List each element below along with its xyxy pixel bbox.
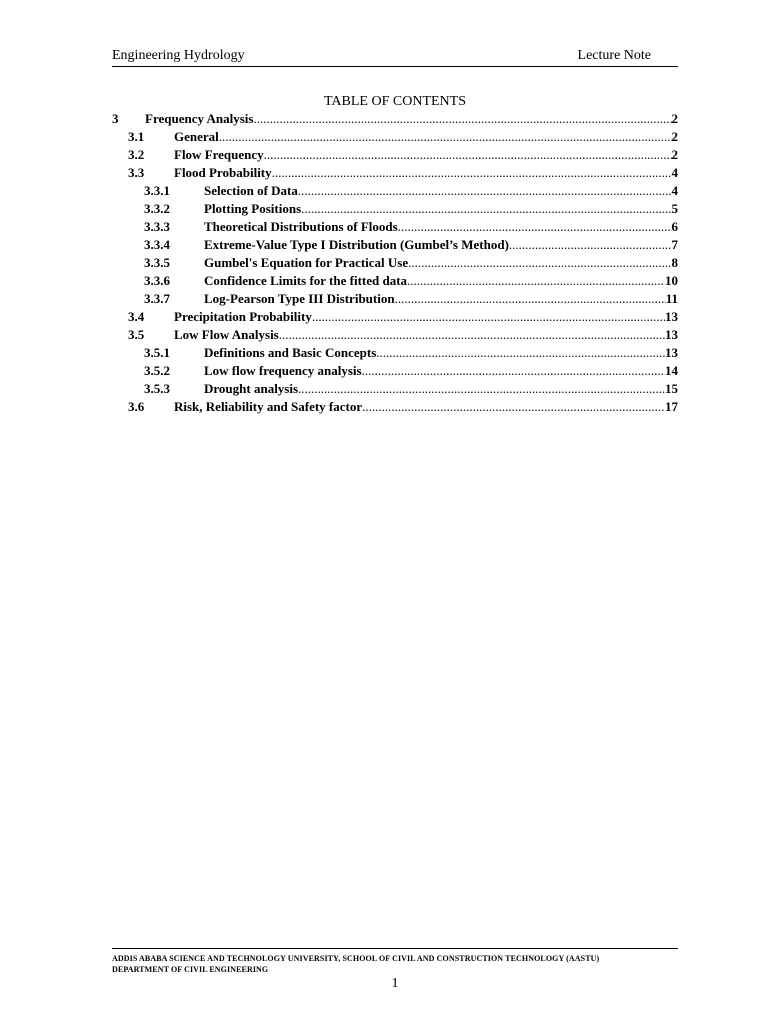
toc-entry-title: Confidence Limits for the fitted data: [204, 273, 408, 288]
toc-leader-dots: [272, 164, 672, 182]
toc-entry-number: 3.2: [128, 147, 145, 162]
toc-entry-title: Low Flow Analysis: [174, 327, 279, 342]
toc-entry-number: 3.3.2: [144, 201, 170, 216]
toc-entry-title: Precipitation Probability: [174, 309, 312, 324]
toc-entry-number: 3.1: [128, 129, 145, 144]
toc-entry-number: 3.3.3: [144, 219, 170, 234]
toc-leader-dots: [509, 236, 672, 254]
toc-entry-title: Theoretical Distributions of Floods: [204, 219, 398, 234]
toc-entry-page: 15: [665, 381, 678, 396]
toc-entry-number: 3: [112, 111, 119, 126]
toc-entry-3-5-1[interactable]: [112, 344, 678, 362]
toc-entry-number: 3.4: [128, 309, 145, 324]
toc-entry-title: Plotting Positions: [204, 201, 302, 216]
toc-entry-3-4[interactable]: [112, 308, 678, 326]
toc-leader-dots: [253, 110, 671, 128]
header-course-title: Engineering Hydrology: [112, 48, 245, 63]
toc-entry-page: 14: [665, 363, 678, 378]
toc-entry-page: 6: [671, 219, 678, 234]
toc-entry-page: 2: [671, 111, 678, 126]
toc-entry-page: 4: [671, 165, 678, 180]
toc-entry-page: 13: [665, 345, 678, 360]
toc-entry-number: 3.5.1: [144, 345, 170, 360]
toc-leader-dots: [398, 218, 672, 236]
toc-leader-dots: [408, 254, 671, 272]
toc-entry-3-3-2[interactable]: [112, 200, 678, 218]
toc-entry-3-3-4[interactable]: [112, 236, 678, 254]
toc-entry-page: 2: [671, 147, 678, 162]
footer-department: DEPARTMENT OF CIVIL ENGINEERING: [112, 965, 269, 974]
toc-entry-title: Frequency Analysis: [145, 111, 254, 126]
toc-entry-3-2[interactable]: [112, 146, 678, 164]
page-footer: [112, 953, 678, 975]
toc-entry-page: 5: [671, 201, 678, 216]
toc-leader-dots: [264, 146, 672, 164]
toc-entry-3-3-6[interactable]: [112, 272, 678, 290]
toc-entry-3[interactable]: [112, 110, 678, 128]
toc-entry-3-5-2[interactable]: [112, 362, 678, 380]
toc-entry-title: Drought analysis: [204, 381, 299, 396]
toc-entry-number: 3.3.5: [144, 255, 170, 270]
toc-entry-page: 13: [665, 309, 678, 324]
toc-entry-3-5-3[interactable]: [112, 380, 678, 398]
toc-entry-number: 3.5: [128, 327, 145, 342]
toc-entry-number: 3.3.1: [144, 183, 170, 198]
toc-entry-title: Gumbel's Equation for Practical Use: [204, 255, 409, 270]
toc-entry-number: 3.3.7: [144, 291, 170, 306]
toc-entry-number: 3.6: [128, 399, 145, 414]
toc-entry-3-1[interactable]: [112, 128, 678, 146]
toc-leader-dots: [376, 344, 665, 362]
footer-university: ADDIS ABABA SCIENCE AND TECHNOLOGY UNIVERSITY, SCHOOL OF CIVIL AND CONSTRUCTION TECHNOLOGY (AASTU): [112, 954, 600, 963]
toc-entry-number: 3.5.2: [144, 363, 170, 378]
page-number: 1: [391, 976, 399, 991]
toc-entry-page: 8: [671, 255, 678, 270]
toc-leader-dots: [219, 128, 672, 146]
toc-entry-3-3-5[interactable]: [112, 254, 678, 272]
toc-leader-dots: [301, 200, 671, 218]
toc-entry-title: Risk, Reliability and Safety factor: [174, 399, 363, 414]
toc-leader-dots: [407, 272, 665, 290]
toc-entry-3-3[interactable]: [112, 164, 678, 182]
table-of-contents: [112, 110, 678, 416]
toc-entry-page: 7: [671, 237, 678, 252]
toc-entry-title: Extreme-Value Type I Distribution (Gumbel’s Method): [204, 237, 509, 252]
toc-leader-dots: [362, 398, 665, 416]
toc-entry-page: 4: [671, 183, 678, 198]
toc-entry-number: 3.3.4: [144, 237, 170, 252]
toc-entry-title: Low flow frequency analysis: [204, 363, 362, 378]
toc-entry-3-5[interactable]: [112, 326, 678, 344]
toc-entry-number: 3.3: [128, 165, 145, 180]
footer-divider: [112, 948, 678, 949]
toc-entry-page: 10: [665, 273, 678, 288]
toc-entry-title: Flood Probability: [174, 165, 272, 180]
toc-leader-dots: [312, 308, 665, 326]
toc-leader-dots: [395, 290, 666, 308]
toc-entry-3-3-3[interactable]: [112, 218, 678, 236]
toc-leader-dots: [362, 362, 665, 380]
toc-entry-number: 3.5.3: [144, 381, 170, 396]
toc-entry-page: 13: [665, 327, 678, 342]
toc-entry-page: 11: [665, 291, 678, 306]
toc-entry-title: Definitions and Basic Concepts: [204, 345, 377, 360]
toc-entry-title: Log-Pearson Type III Distribution: [204, 291, 395, 306]
toc-entry-number: 3.3.6: [144, 273, 170, 288]
toc-entry-3-3-1[interactable]: [112, 182, 678, 200]
toc-heading: TABLE OF CONTENTS: [324, 94, 466, 109]
page-header: [112, 46, 678, 67]
toc-entry-title: Selection of Data: [204, 183, 298, 198]
toc-entry-title: Flow Frequency: [174, 147, 264, 162]
toc-entry-3-3-7[interactable]: [112, 290, 678, 308]
toc-entry-page: 17: [665, 399, 678, 414]
toc-leader-dots: [279, 326, 665, 344]
toc-leader-dots: [298, 182, 672, 200]
header-document-type: Lecture Note: [577, 48, 651, 63]
toc-leader-dots: [298, 380, 665, 398]
toc-entry-3-6[interactable]: [112, 398, 678, 416]
toc-entry-page: 2: [671, 129, 678, 144]
toc-entry-title: General: [174, 129, 219, 144]
